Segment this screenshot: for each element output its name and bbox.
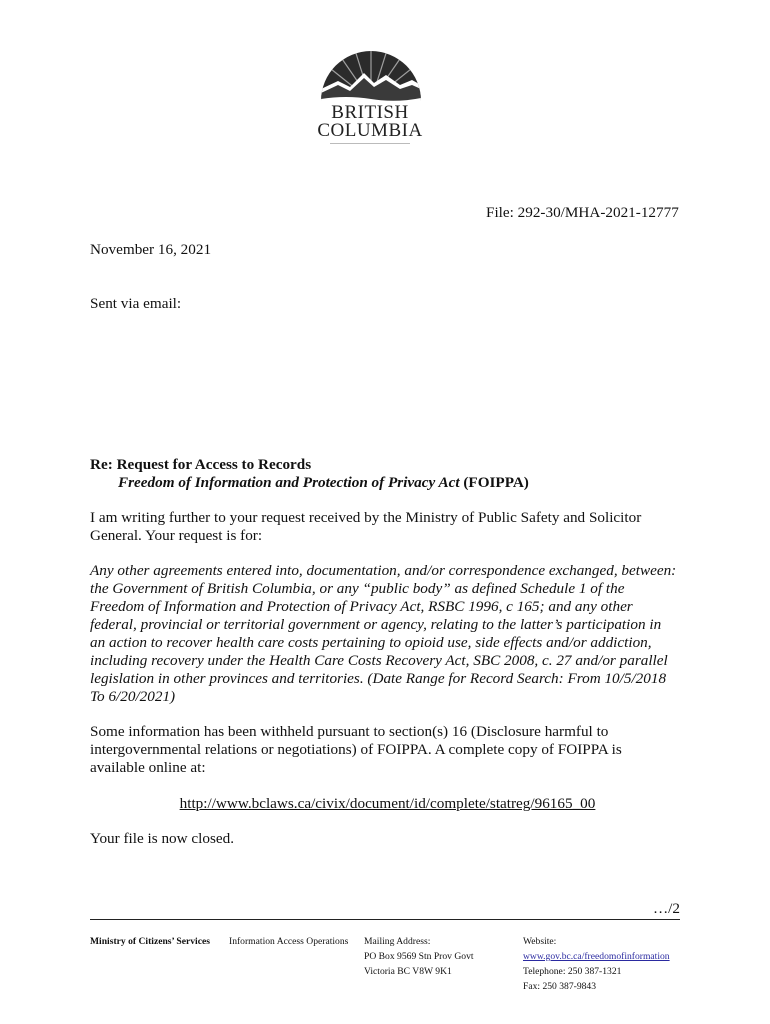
file-reference: File: 292-30/MHA-2021-12777 [486, 204, 679, 221]
request-line: legislation in other provinces and territories. (Date Range for Record Search: From 10/5/2018 [90, 670, 667, 687]
page-continuation: …/2 [652, 900, 680, 917]
website-link[interactable]: www.gov.bc.ca/freedomofinformation [523, 951, 670, 962]
logo-text-british: BRITISH [331, 102, 409, 123]
bc-crest-sun-mountains-icon [316, 45, 426, 105]
footer-ministry: Ministry of Citizens’ Services [90, 936, 210, 947]
request-line: the Government of British Columbia, or any “public body” as defined Schedule 1 of the [90, 580, 625, 597]
request-line: Any other agreements entered into, documentation, and/or correspondence exchanged, between: [90, 562, 677, 579]
request-line: To 6/20/2021) [90, 688, 176, 705]
fax: Fax: 250 387-9843 [523, 981, 597, 992]
letter-date: November 16, 2021 [90, 241, 212, 258]
mailing-line: PO Box 9569 Stn Prov Govt [364, 951, 474, 962]
intro-line: General. Your request is for: [90, 527, 263, 544]
logo-divider [330, 143, 410, 144]
request-line: an action to recover health care costs pertaining to opioid use, side effects and/or addiction, [90, 634, 652, 651]
logo-text-columbia: COLUMBIA [317, 120, 423, 141]
footer-website [523, 934, 670, 994]
closing-line: Your file is now closed. [90, 830, 234, 847]
mailing-label: Mailing Address: [364, 936, 431, 947]
foippa-link[interactable]: http://www.bclaws.ca/civix/document/id/complete/statreg/96165_00 [179, 795, 596, 812]
telephone: Telephone: 250 387-1321 [523, 966, 622, 977]
request-line: including recovery under the Health Care Costs Recovery Act, SBC 2008, c. 27 and/or parallel [90, 652, 668, 669]
withheld-line: available online at: [90, 759, 206, 776]
mailing-line: Victoria BC V8W 9K1 [364, 966, 452, 977]
intro-paragraph [90, 509, 690, 545]
footer-mailing-address [364, 934, 474, 979]
request-text [90, 562, 695, 706]
re-subject: Re: Request for Access to Records [90, 456, 312, 473]
request-line: Freedom of Information and Protection of Privacy Act, RSBC 1996, c 165; and any other [90, 598, 633, 615]
withheld-line: Some information has been withheld pursuant to section(s) 16 (Disclosure harmful to [90, 723, 609, 740]
re-act-abbrev: (FOIPPA) [463, 474, 529, 491]
sent-via: Sent via email: [90, 295, 182, 312]
website-label: Website: [523, 936, 557, 947]
re-act-name: Freedom of Information and Protection of Privacy Act [118, 474, 460, 491]
footer-divider [90, 919, 680, 920]
re-act-line [118, 474, 529, 492]
intro-line: I am writing further to your request received by the Ministry of Public Safety and Solicitor [90, 509, 642, 526]
withheld-line: intergovernmental relations or negotiations) of FOIPPA. A complete copy of FOIPPA is [90, 741, 622, 758]
request-line: federal, provincial or territorial government or agency, relating to the latter’s participation in [90, 616, 662, 633]
footer-unit: Information Access Operations [229, 936, 349, 947]
withheld-paragraph [90, 723, 690, 777]
